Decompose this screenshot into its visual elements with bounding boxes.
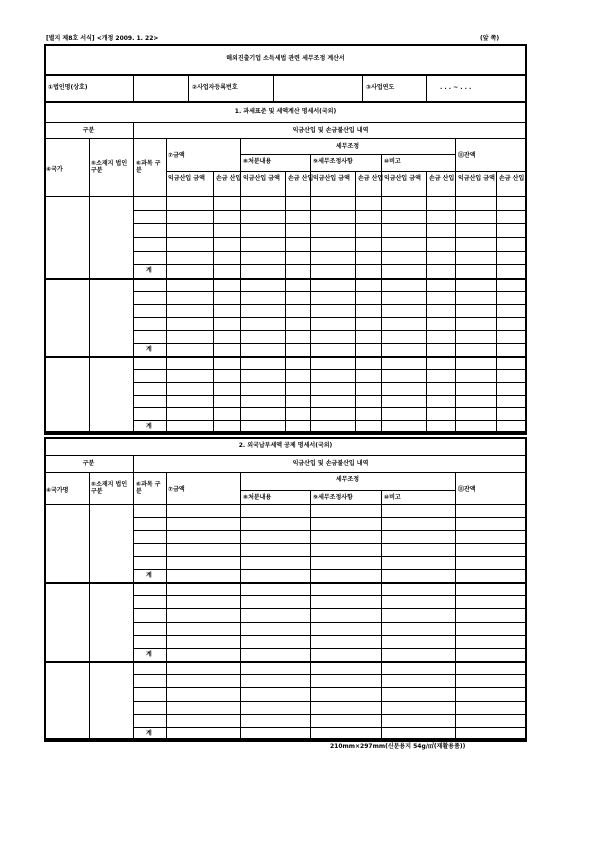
s1-group-1-sum-label: 계	[146, 267, 152, 274]
s1-sub-right-3: 손금 산입	[358, 175, 384, 182]
s2-group-2-sum-label: 계	[146, 651, 152, 658]
s1-col-amount: ⑦금액	[168, 152, 185, 159]
section1-title: 1. 과세표준 및 세액계산 명세서(국외)	[234, 108, 337, 115]
s2-col-disposition: ⑧처분내용	[243, 494, 272, 501]
s1-sub-right-1: 손금 산입	[216, 175, 242, 182]
section2-title: 2. 외국납부세액 공제 명세서(국외)	[238, 442, 333, 449]
s1-col-balance: ⑪잔액	[458, 152, 476, 159]
s1-sub-left-4: 익금산입 금액	[384, 175, 421, 182]
s2-subgroup: 세무조정	[335, 476, 360, 483]
s1-sub-left-2: 익금산입 금액	[243, 175, 280, 182]
s2-col-balance: ⑪잔액	[458, 486, 476, 493]
s2-group-1-sum-label: 계	[146, 572, 152, 579]
s1-sub-left-5: 익금산입 금액	[458, 175, 495, 182]
s1-sub-right-5: 손금 산입	[499, 175, 525, 182]
s1-group-2-sum-label: 계	[146, 346, 152, 353]
s1-col-item: ⑥과목 구분	[136, 160, 161, 174]
s2-col-location: ⑤소재지 법인구분	[91, 481, 128, 495]
s2-col-amount: ⑦금액	[168, 486, 185, 493]
section1-group-label: 구분	[82, 127, 95, 134]
s2-col-item: ⑥과목 구분	[136, 481, 161, 495]
section1-group-right: 익금산입 및 손금불산입 내역	[292, 127, 369, 134]
s2-group-3-sum-label: 계	[146, 730, 152, 737]
form-title: 해외진출기업 소득세법 관련 세무조정 계산서	[226, 55, 345, 62]
s1-col-disposition: ⑧처분내용	[243, 158, 272, 165]
section2-group-right: 익금산입 및 손금불산입 내역	[292, 460, 369, 467]
s2-col-country: ④국가명	[46, 487, 69, 494]
s1-col-note: ⑩비고	[384, 158, 401, 165]
s1-sub-left-3: 익금산입 금액	[313, 175, 350, 182]
s2-col-adjustment: ⑨세무조정사항	[313, 494, 353, 501]
s1-sub-left-1: 익금산입 금액	[168, 175, 205, 182]
footer-paper-spec: 210mm×297mm(신문용지 54g/㎡(재활용품))	[330, 743, 466, 750]
s2-col-note: ⑩비고	[384, 494, 401, 501]
form-reference: [별지 제8호 서식] <개정 2009. 1. 22>	[46, 35, 159, 42]
section2-group-label: 구분	[82, 460, 95, 467]
company-name-field[interactable]	[134, 76, 188, 101]
s1-col-location: ⑤소재지 법인구분	[91, 160, 128, 174]
business-number-label: ②사업자등록번호	[192, 84, 238, 91]
fiscal-year-label: ③사업연도	[366, 84, 395, 91]
s1-sub-right-2: 손금 산입	[288, 175, 314, 182]
s1-subgroup: 세무조정	[335, 143, 360, 150]
page-indicator: (앞 쪽)	[480, 35, 500, 42]
s1-group-3-sum-label: 계	[146, 423, 152, 430]
s1-sub-right-4: 손금 산입	[429, 175, 455, 182]
s1-col-country: ④국가	[46, 166, 63, 173]
fiscal-year-field[interactable]: . . . ~ . . .	[440, 84, 472, 91]
company-name-label: ①법인명(상호)	[48, 84, 88, 91]
s1-col-adjustment: ⑨세무조정사항	[313, 158, 353, 165]
business-number-field[interactable]	[274, 76, 362, 101]
